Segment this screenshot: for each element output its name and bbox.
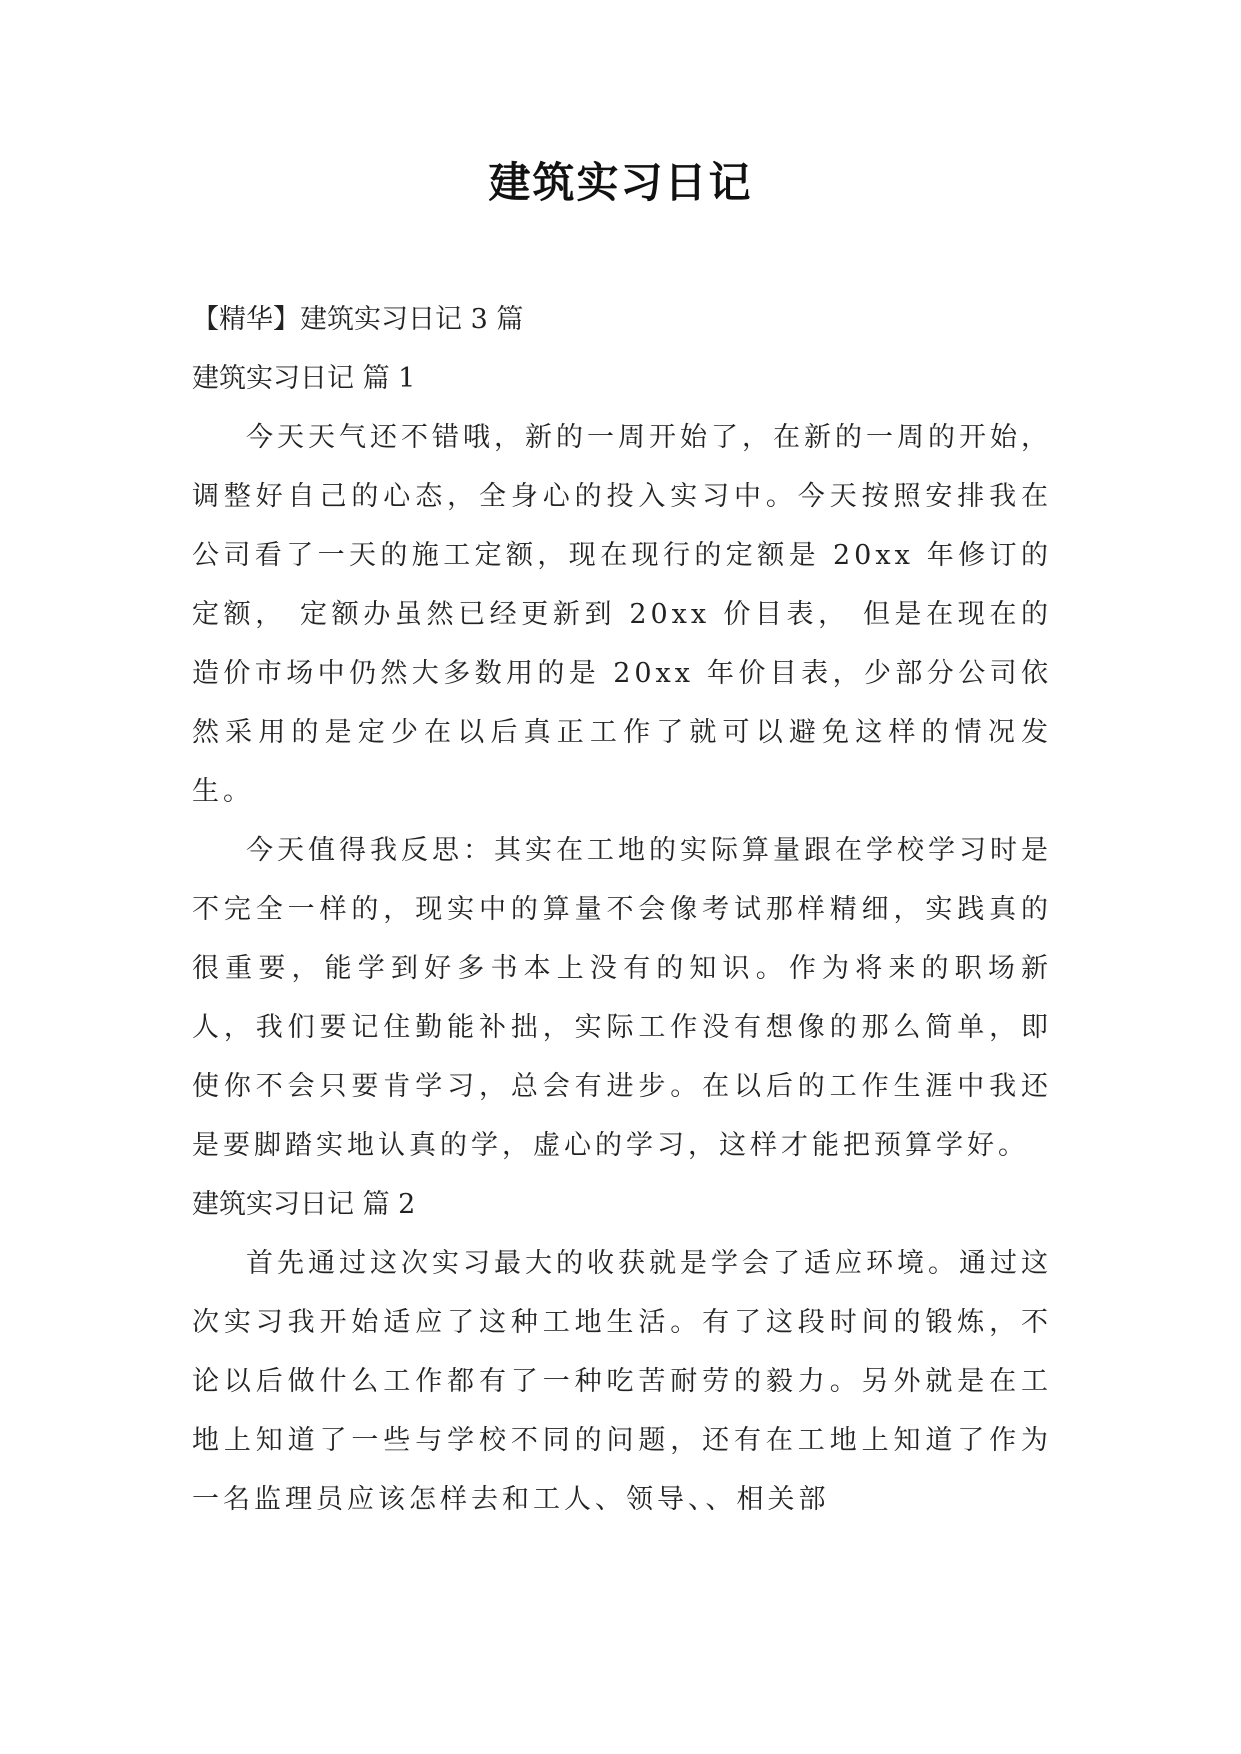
section-heading-1: 建筑实习日记 篇 1 <box>192 363 416 394</box>
section-1-paragraph-2: 今天值得我反思：其实在工地的实际算量跟在学校学习时是不完全一样的，现实中的算量不会像考试那样精细，实践真的很重要，能学到好多书本上没有的知识。作为将来的职场新人，我们要记住勤能补拙，实际工作没有想像的那么简单，即使你不会只要肯学习，总会有进步。在以后的工作生涯中我还是要脚踏实地认真的学，虚心的学习，这样才能把预算学好。 <box>192 835 1052 1161</box>
section-2-paragraph-1: 首先通过这次实习最大的收获就是学会了适应环境。通过这次实习我开始适应了这种工地生活。有了这段时间的锻炼，不论以后做什么工作都有了一种吃苦耐劳的毅力。另外就是在工地上知道了一些与学校不同的问题，还有在工地上知道了作为一名监理员应该怎样去和工人、领导、、相关部 <box>192 1248 1052 1515</box>
section-1-paragraph-1: 今天天气还不错哦，新的一周开始了，在新的一周的开始，调整好自己的心态，全身心的投入实习中。今天按照安排我在公司看了一天的施工定额，现在现行的定额是 20xx 年修订的定额， 定额办虽然已经更新到 20xx 价目表， 但是在现在的造价市场中仍然大多数用的是 20xx 年价目表，少部分公司依然采用的是定少在以后真正工作了就可以避免这样的情况发生。 <box>192 422 1052 807</box>
document-subtitle: 【精华】建筑实习日记 3 篇 <box>192 304 524 335</box>
document-title: 建筑实习日记 <box>488 158 753 207</box>
section-heading-2: 建筑实习日记 篇 2 <box>192 1189 416 1220</box>
document-body <box>192 290 1052 1529</box>
